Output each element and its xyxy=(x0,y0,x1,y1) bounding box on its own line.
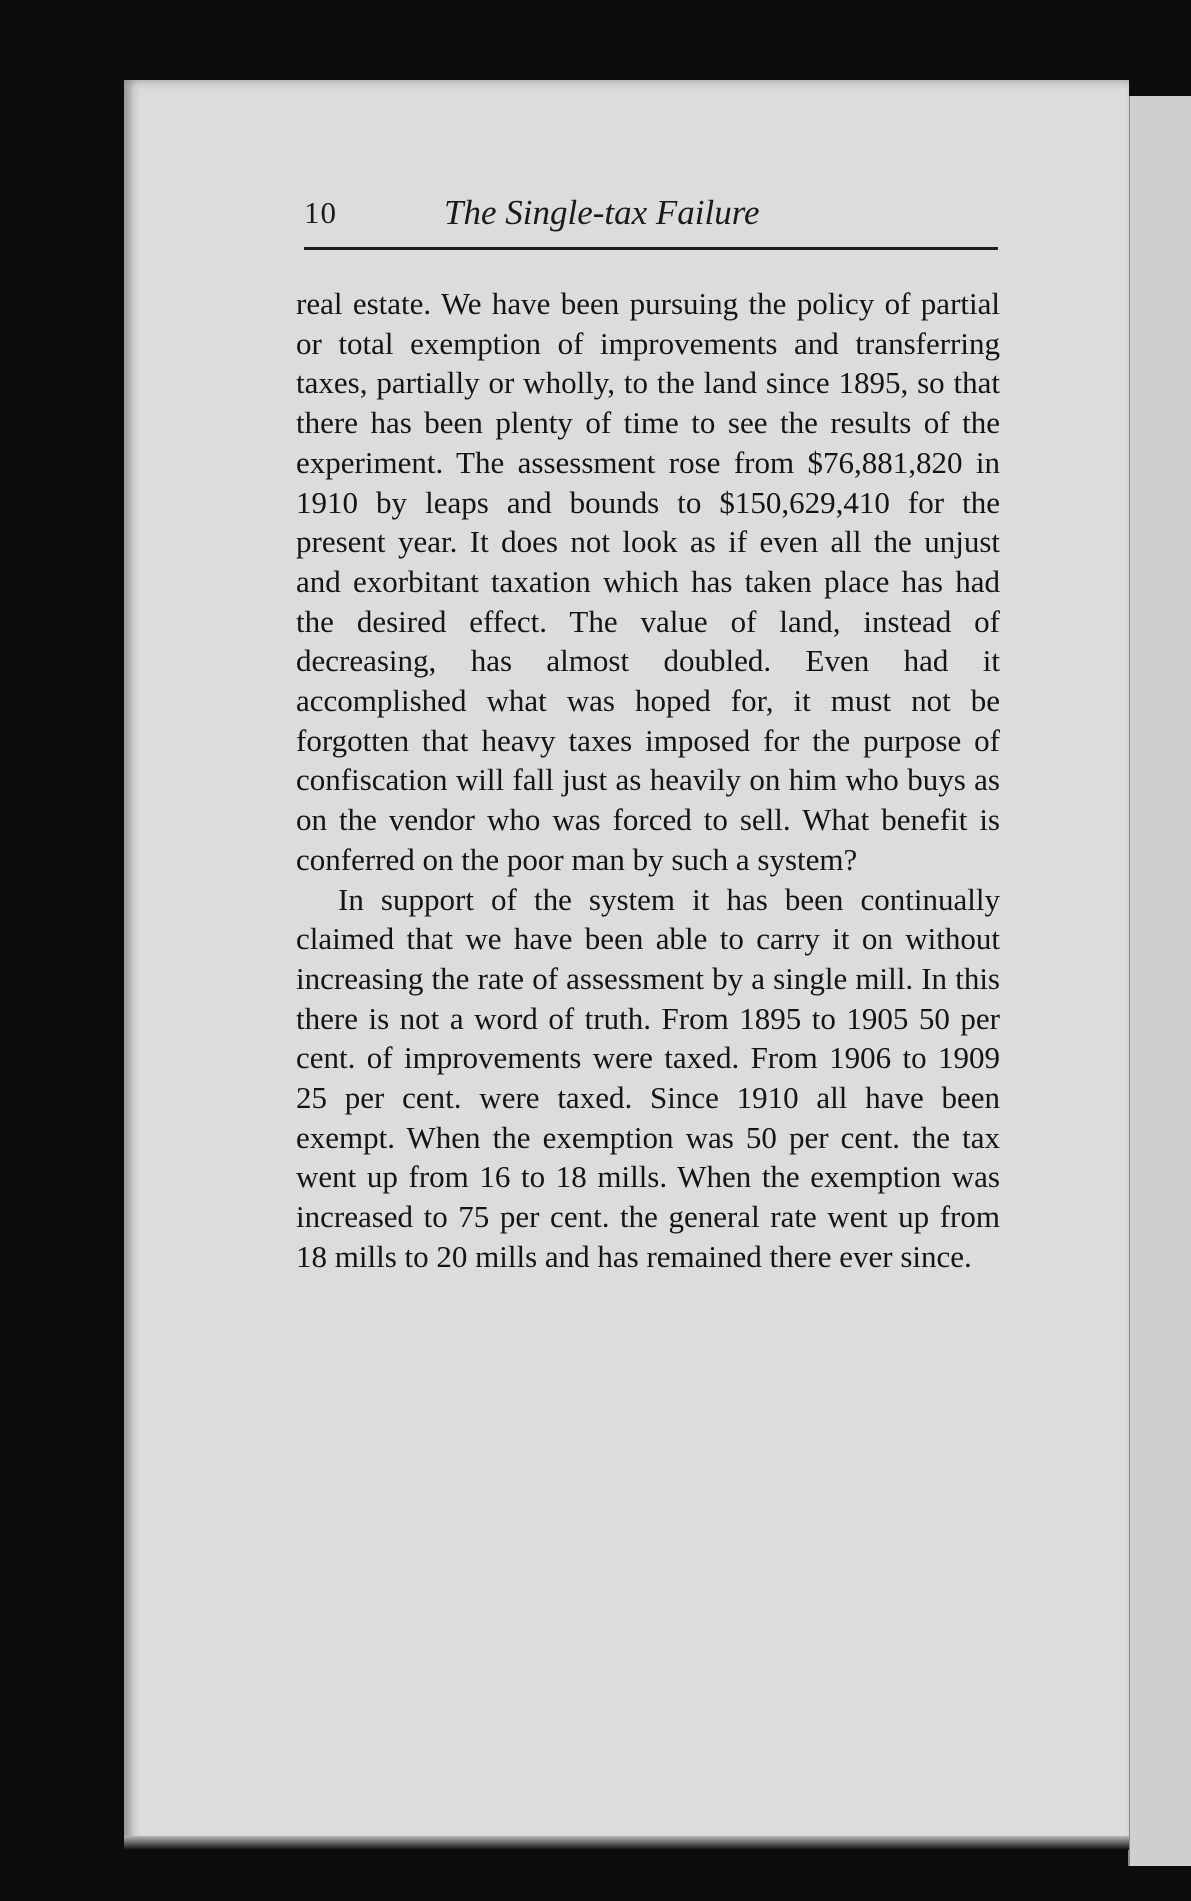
page-bottom-shadow xyxy=(124,1836,1129,1850)
paragraph: real estate. We have been pursuing the policy of partial or total exemption of improvements and transferring taxes, partially or wholly, to the land since 1895, so that there has been plenty of time to see the results of the experiment. The assessment rose from $76,881,820 in 1910 by leaps and bounds to $150,629,410 for the present year. It does not look as if even all the unjust and exorbitant taxation which has taken place has had the desired effect. The value of land, instead of decreasing, has almost doubled. Even had it accomplished what was hoped for, it must not be forgotten that heavy taxes imposed for the purpose of confiscation will fall just as heavily on him who buys as on the vendor who was forced to sell. What benefit is conferred on the poor man by such a system? xyxy=(296,286,1000,877)
header-rule xyxy=(304,247,998,250)
page-header xyxy=(304,193,998,249)
facing-page-edge xyxy=(1128,96,1191,1866)
paragraph: In support of the system it has been continually claimed that we have been able to carry it on without increasing the rate of assessment by a single mill. In this there is not a word of truth. From 1895 to 1905 50 per cent. of improvements were taxed. From 1906 to 1909 25 per cent. were taxed. Since 1910 all have been exempt. When the exemption was 50 per cent. the tax went up from 16 to 18 mills. When the exemption was increased to 75 per cent. the general rate went up from 18 mills to 20 mills and has remained there ever since. xyxy=(296,881,1000,1274)
running-title: The Single-tax Failure xyxy=(444,193,760,232)
page-number: 10 xyxy=(304,195,337,230)
body-text xyxy=(296,284,1000,1277)
